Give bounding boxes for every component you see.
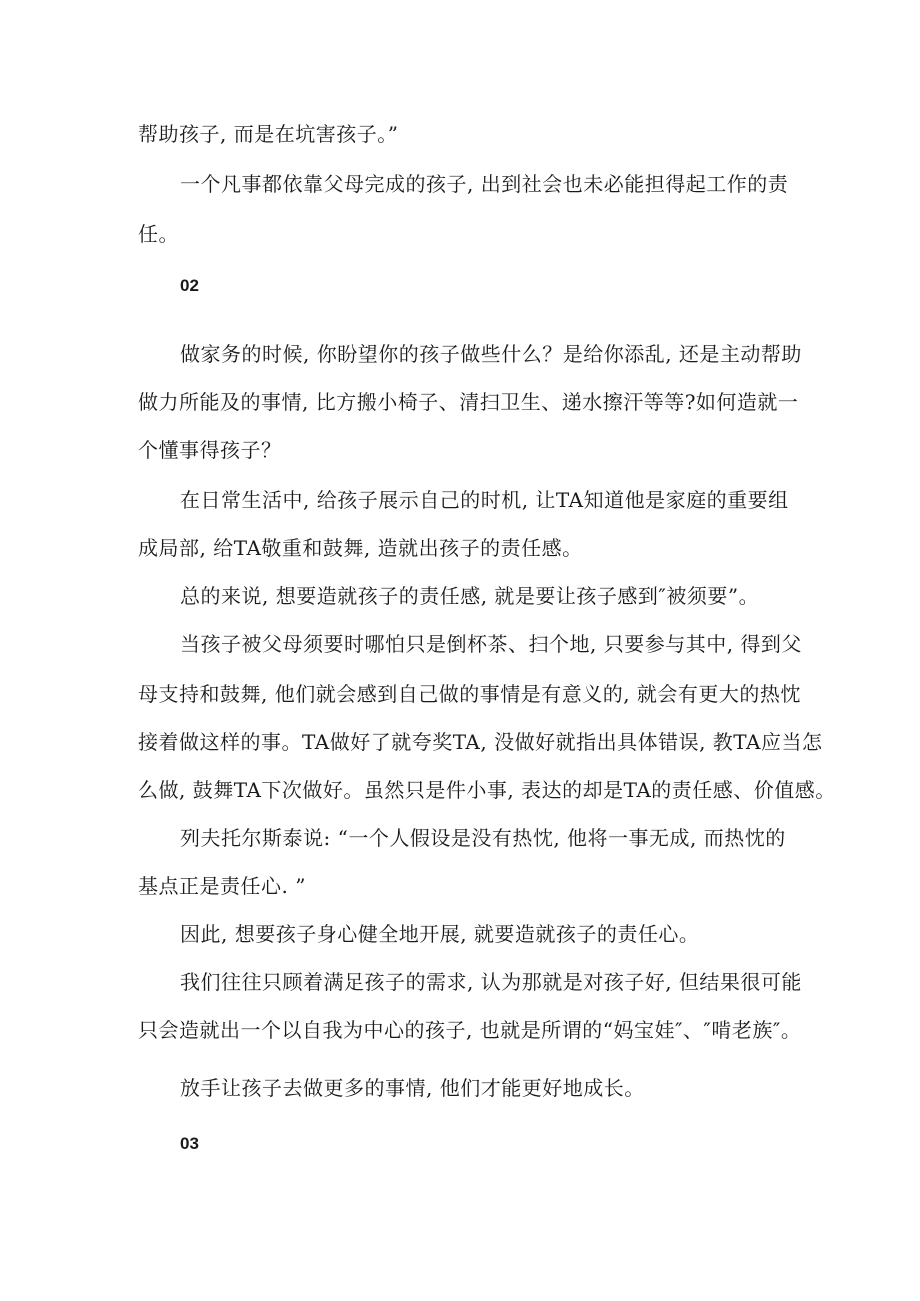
paragraph-line: 做家务的时候, 你盼望你的孩子做些什么？是给你添乱, 还是主动帮助 [180, 342, 802, 366]
paragraph-line: 个懂事得孩子？ [138, 438, 282, 462]
paragraph-line: 在日常生活中, 给孩子展示自己的时机, 让TA知道他是家庭的重要组 [180, 488, 789, 512]
paragraph-line: 母支持和鼓舞, 他们就会感到自己做的事情是有意义的, 就会有更大的热忱 [138, 682, 801, 706]
paragraph-line: 成局部, 给TA敬重和鼓舞, 造就出孩子的责任感。 [138, 536, 583, 560]
paragraph-line: 么做, 鼓舞TA下次做好。虽然只是件小事, 表达的却是TA的责任感、价值感。 [138, 778, 836, 802]
paragraph-line: 基点正是责任心. ” [138, 874, 306, 898]
paragraph-line: 当孩子被父母须要时哪怕只是倒杯茶、扫个地, 只要参与其中, 得到父 [180, 632, 802, 656]
paragraph-line: 接着做这样的事。TA做好了就夸奖TA, 没做好就指出具体错误, 教TA应当怎 [138, 730, 823, 754]
paragraph-line: 列夫托尔斯泰说: “一个人假设是没有热忱, 他将一事无成, 而热忱的 [180, 826, 786, 850]
paragraph-line: 因此, 想要孩子身心健全地开展, 就要造就孩子的责任心。 [180, 922, 700, 946]
paragraph-line: 总的来说, 想要造就孩子的责任感, 就是要让孩子感到″被须要”。 [180, 584, 760, 608]
paragraph-line: 我们往往只顾着满足孩子的需求, 认为那就是对孩子好, 但结果很可能 [180, 970, 802, 994]
paragraph-line: 任。 [138, 222, 179, 246]
section-heading: 03 [180, 1134, 199, 1153]
paragraph-line: 只会造就出一个以自我为中心的孩子, 也就是所谓的“妈宝娃″、″啃老族″。 [138, 1018, 802, 1042]
paragraph-line: 一个凡事都依靠父母完成的孩子, 出到社会也未必能担得起工作的责 [180, 172, 789, 196]
paragraph-line: 帮助孩子, 而是在坑害孩子。” [138, 122, 399, 146]
paragraph-line: 做力所能及的事情, 比方搬小椅子、清扫卫生、递水擦汗等等?如何造就一 [138, 390, 799, 414]
paragraph-line: 放手让孩子去做更多的事情, 他们才能更好地成长。 [180, 1076, 645, 1100]
section-heading: 02 [180, 276, 199, 295]
